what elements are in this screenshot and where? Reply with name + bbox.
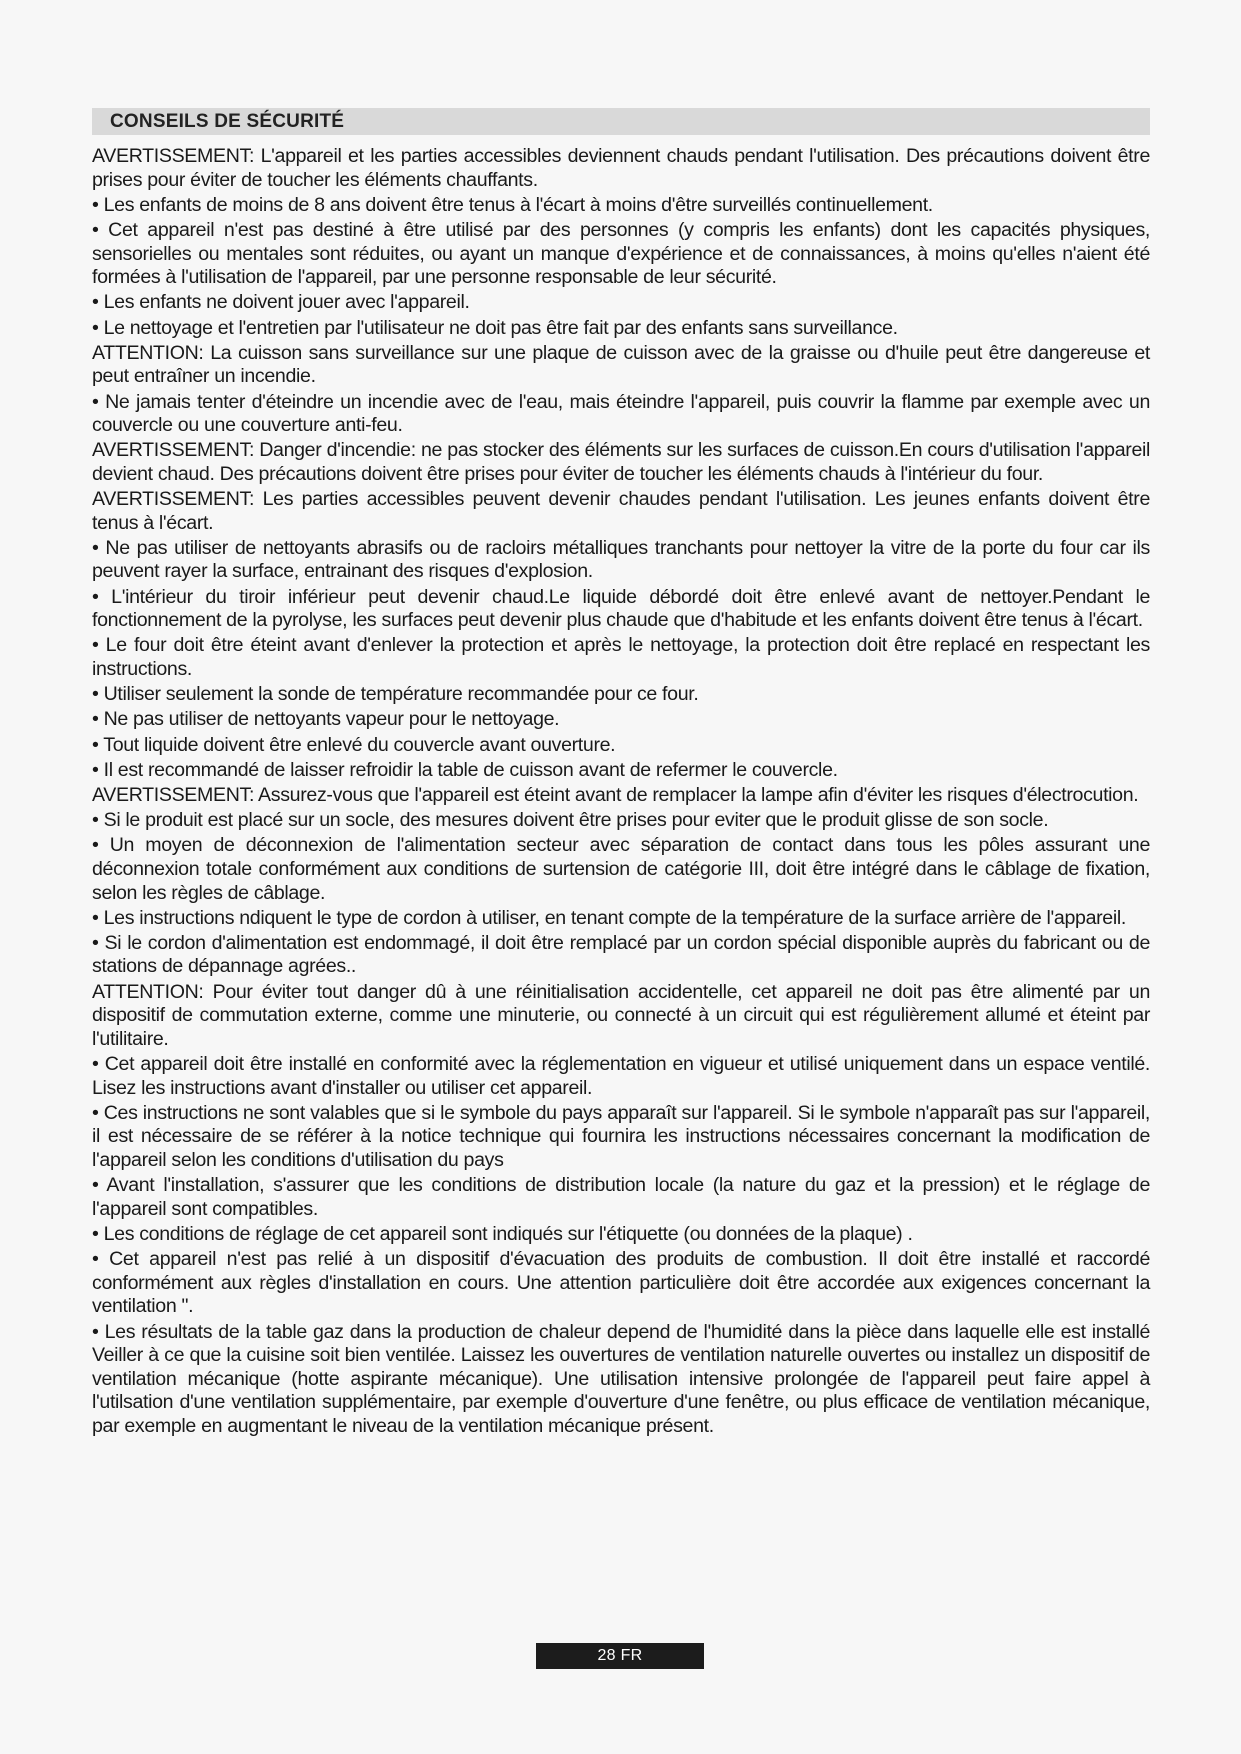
paragraph: • Les enfants de moins de 8 ans doivent être tenus à l'écart à moins d'être surveillés continuellement. [92, 193, 933, 216]
paragraph: • Ces instructions ne sont valables que si le symbole du pays apparaît sur l'appareil. Si le symbole n'apparaît pas sur l'appareil, il est nécessaire de se référer à la notice technique qui fournira les instructions nécessaires concernant la modification de l'appareil selon les conditions d'utilisation du pays [92, 1101, 1150, 1171]
paragraph: • Ne pas utiliser de nettoyants abrasifs ou de racloirs métalliques tranchants pour nettoyer la vitre de la porte du four car ils peuvent rayer la surface, entrainant des risques d'explosion. [92, 536, 1150, 583]
paragraph: • Les conditions de réglage de cet appareil sont indiqués sur l'étiquette (ou données de la plaque) . [92, 1222, 913, 1245]
paragraph: • Cet appareil n'est pas relié à un dispositif d'évacuation des produits de combustion. Il doit être installé et raccordé conformément aux règles d'installation en cours. Une attention particulière doit être accordée aux exigences concernant la ventilation ". [92, 1248, 1150, 1318]
paragraph: • Utiliser seulement la sonde de température recommandée pour ce four. [92, 683, 699, 706]
paragraph: • Si le produit est placé sur un socle, des mesures doivent être prises pour eviter que le produit glisse de son socle. [92, 809, 1049, 832]
section-title: CONSEILS DE SÉCURITÉ [92, 108, 1150, 135]
paragraph: • Ne jamais tenter d'éteindre un incendie avec de l'eau, mais éteindre l'appareil, puis couvrir la flamme par exemple avec un couvercle ou une couverture anti-feu. [92, 390, 1150, 437]
paragraph: • Si le cordon d'alimentation est endommagé, il doit être remplacé par un cordon spécial disponible auprès du fabricant ou de stations de dépannage agrées.. [92, 931, 1150, 978]
paragraph: • Tout liquide doivent être enlevé du couvercle avant ouverture. [92, 733, 616, 756]
paragraph: • Le four doit être éteint avant d'enlever la protection et après le nettoyage, la protection doit être replacé en respectant les instructions. [92, 634, 1150, 680]
paragraph: • Un moyen de déconnexion de l'alimentation secteur avec séparation de contact dans tous les pôles assurant une déconnexion totale conformément aux conditions de surtension de catégorie III, doit être intégré dans le câblage de fixation, selon les règles de câblage. [92, 834, 1150, 904]
paragraph: AVERTISSEMENT: Danger d'incendie: ne pas stocker des éléments sur les surfaces de cuisson.En cours d'utilisation l'appareil devient chaud. Des précautions doivent être prises pour éviter de toucher les éléments chauds à l'intérieur du four. [92, 439, 1150, 485]
paragraph: • L'intérieur du tiroir inférieur peut devenir chaud.Le liquide débordé doit être enlevé avant de nettoyer.Pendant le fonctionnement de la pyrolyse, les surfaces peut devenir plus chaude que d'habitude et les enfants doivent être tenus à l'écart. [92, 585, 1150, 632]
paragraph: • Ne pas utiliser de nettoyants vapeur pour le nettoyage. [92, 708, 560, 731]
paragraph: AVERTISSEMENT: L'appareil et les parties accessibles deviennent chauds pendant l'utilisation. Des précautions doivent être prises pour éviter de toucher les éléments chauffants. [92, 145, 1150, 191]
paragraph: • Les enfants ne doivent jouer avec l'appareil. [92, 291, 470, 314]
paragraph: ATTENTION: La cuisson sans surveillance sur une plaque de cuisson avec de la graisse ou d'huile peut être dangereuse et peut entraîner un incendie. [92, 341, 1150, 388]
paragraph: • Le nettoyage et l'entretien par l'utilisateur ne doit pas être fait par des enfants sans surveillance. [92, 316, 898, 339]
paragraph: • Il est recommandé de laisser refroidir la table de cuisson avant de refermer le couvercle. [92, 758, 838, 781]
safety-text-body [92, 145, 1150, 1440]
paragraph: AVERTISSEMENT: Assurez-vous que l'appareil est éteint avant de remplacer la lampe afin d'éviter les risques d'électrocution. [92, 783, 1139, 806]
paragraph: • Les instructions ndiquent le type de cordon à utiliser, en tenant compte de la température de la surface arrière de l'appareil. [92, 906, 1126, 929]
paragraph: • Les résultats de la table gaz dans la production de chaleur depend de l'humidité dans la pièce dans laquelle elle est installé Veiller à ce que la cuisine soit bien ventilée. Laissez les ouvertures de ventilation naturelle ouvertes ou installez un dispositif de ventilation mécanique (hotte aspirante mécanique). Une utilisation intensive prolongée de l'appareil peut faire appel à l'utilsation d'une ventilation supplémentaire, par exemple d'ouverture d'une fenêtre, ou plus efficace de ventilation mécanique, par exemple en augmentant le niveau de la ventilation mécanique présent. [92, 1320, 1150, 1437]
paragraph: • Cet appareil n'est pas destiné à être utilisé par des personnes (y compris les enfants) dont les capacités physiques, sensorielles ou mentales sont réduites, ou ayant un manque d'expérience et de connaissances, à moins qu'elles n'aient été formées à l'utilisation de l'appareil, par une personne responsable de leur sécurité. [92, 218, 1150, 289]
paragraph: • Avant l'installation, s'assurer que les conditions de distribution locale (la nature du gaz et la pression) et le réglage de l'appareil sont compatibles. [92, 1174, 1150, 1220]
paragraph: ATTENTION: Pour éviter tout danger dû à une réinitialisation accidentelle, cet appareil ne doit pas être alimenté par un dispositif de commutation externe, comme une minuterie, ou connecté à un circuit qui est régulièrement allumé et éteint par l'utilitaire. [92, 980, 1150, 1050]
paragraph: • Cet appareil doit être installé en conformité avec la réglementation en vigueur et utilisé uniquement dans un espace ventilé. Lisez les instructions avant d'installer ou utiliser cet appareil. [92, 1053, 1150, 1099]
paragraph: AVERTISSEMENT: Les parties accessibles peuvent devenir chaudes pendant l'utilisation. Les jeunes enfants doivent être tenus à l'écart. [92, 488, 1150, 534]
page-number: 28 FR [536, 1643, 704, 1669]
